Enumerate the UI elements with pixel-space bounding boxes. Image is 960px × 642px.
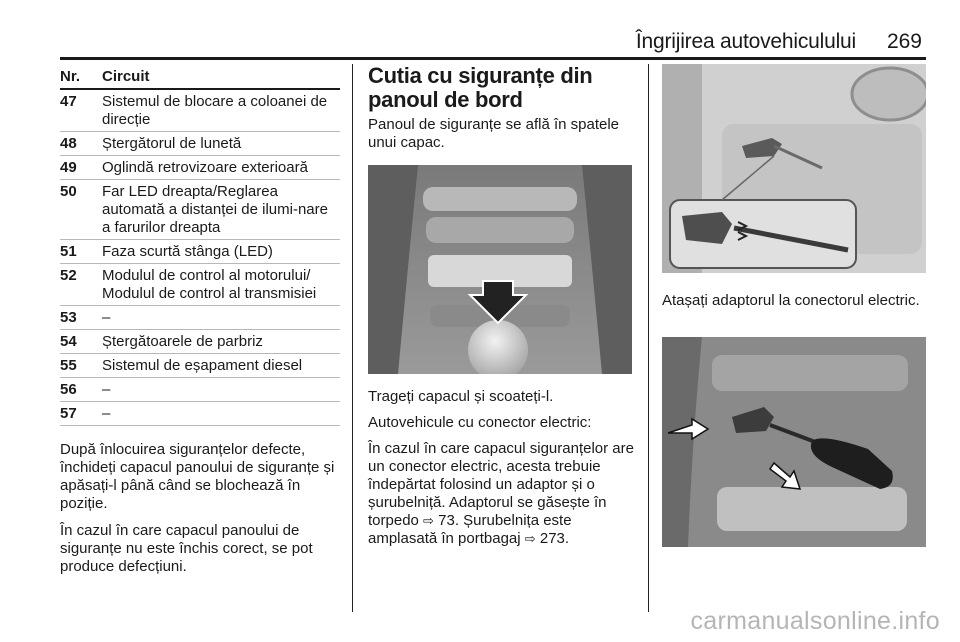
adaptor-caption-section [662, 292, 926, 310]
fuse-number: 54 [60, 333, 77, 350]
subheading-electric-connector: Autovehicule cu conector electric: [368, 414, 592, 431]
table-body [60, 90, 340, 426]
fuse-circuit: – [102, 309, 111, 326]
screwdriver-photo [662, 337, 926, 547]
table-row [60, 354, 340, 378]
watermark: carmanualsonline.info [690, 607, 940, 635]
fuse-number: 52 [60, 267, 77, 284]
table-row [60, 90, 340, 132]
page-number: 269 [886, 30, 922, 53]
adaptor-caption: Atașați adaptorul la conectorul electric. [662, 292, 920, 309]
glovebox-page-ref[interactable]: 73 [438, 512, 455, 529]
fusebox-cover-photo [368, 165, 632, 374]
table-row [60, 378, 340, 402]
fuse-circuit: Sistemul de blocare a coloanei de direcție [102, 93, 328, 128]
fuse-circuit: – [102, 405, 111, 422]
fuse-number: 55 [60, 357, 77, 374]
replacement-paragraph: După înlocuirea siguranțelor defecte, închideți capacul panoului de siguranțe și apăsați-l până când se blochează în poziție. [60, 441, 335, 512]
table-row [60, 156, 340, 180]
removal-instructions [368, 388, 636, 548]
connector-text: În cazul în care capacul siguranțelor are un conector electric, acesta trebuie îndepărtat folosind un adaptor și o șurubelniță. Adaptorul se găsește în torpedo [368, 440, 634, 529]
fuse-circuit: Modulul de control al motorului/ Modulul de control al transmisiei [102, 267, 317, 302]
adaptor-detail-photo [662, 64, 926, 273]
step-remove-cover: Trageți capacul și scoateți-l. [368, 388, 554, 405]
fuse-number: 57 [60, 405, 77, 422]
table-header [60, 64, 340, 90]
trunk-page-ref[interactable]: 273 [539, 530, 565, 547]
intro-paragraph: Panoul de siguranțe se află în spatele unui capac. [368, 116, 620, 151]
instrument-panel-fusebox-section [368, 64, 636, 152]
fuse-number: 51 [60, 243, 77, 260]
connector-paragraph [368, 440, 636, 548]
table-row [60, 306, 340, 330]
arrow-reference-icon: ⇨ [524, 531, 536, 546]
column-divider [352, 64, 353, 612]
sentence-end: . [564, 530, 570, 547]
column-nr: Nr. [60, 67, 81, 85]
header-rule [60, 57, 926, 60]
fuse-number: 50 [60, 183, 77, 200]
fuse-circuit: Faza scurtă stânga (LED) [102, 243, 273, 260]
section-title: Cutia cu siguranțe din panoul de bord [368, 63, 593, 112]
fuse-number: 49 [60, 159, 77, 176]
table-row [60, 180, 340, 240]
fuse-table-column [60, 64, 340, 576]
malfunction-paragraph: În cazul în care capacul panoului de siguranțe nu este închis corect, se pot produce defecțiuni. [60, 522, 313, 575]
fuse-circuit: Far LED dreapta/Reglarea automată a distanței de ilumi-nare a farurilor dreapta [102, 183, 328, 236]
fuse-circuit: Ștergătorul de lunetă [102, 135, 242, 152]
fuse-circuit: Oglindă retrovizoare exterioară [102, 159, 308, 176]
table-row [60, 132, 340, 156]
fuse-number: 48 [60, 135, 77, 152]
page-header-title: Îngrijirea autovehiculului [635, 30, 856, 53]
fuse-number: 56 [60, 381, 77, 398]
fuse-circuit: Ștergătoarele de parbriz [102, 333, 263, 350]
arrow-reference-icon: ⇨ [423, 513, 434, 528]
connector-text-cont: . Șurubelnița este amplasată în portbagaj [368, 512, 572, 547]
fuse-number: 47 [60, 93, 77, 110]
table-row [60, 264, 340, 306]
fuse-circuit: Sistemul de eșapament diesel [102, 357, 303, 374]
table-row [60, 240, 340, 264]
fuse-circuit: – [102, 381, 111, 398]
fuse-number: 53 [60, 309, 77, 326]
column-divider [648, 64, 649, 612]
table-row [60, 402, 340, 426]
table-row [60, 330, 340, 354]
column-circuit: Circuit [102, 67, 150, 85]
